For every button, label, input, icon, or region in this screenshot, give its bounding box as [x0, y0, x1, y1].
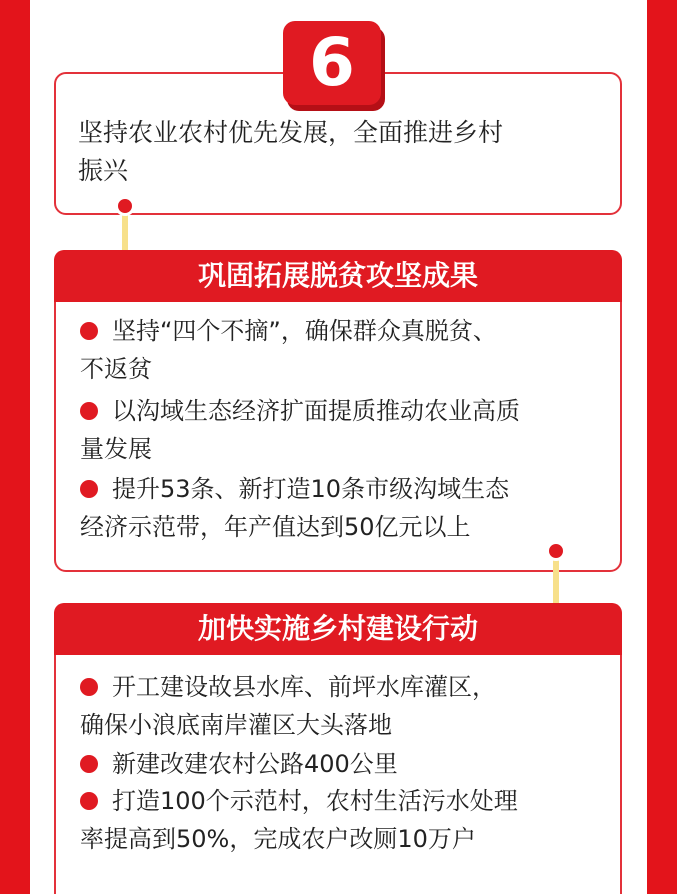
section1-item-1: 坚持“四个不摘”，确保群众真脱贫、 [80, 312, 497, 350]
section1-item-2-cont: 量发展 [80, 435, 152, 463]
bullet-dot [80, 322, 98, 340]
intro-line-2: 振兴 [78, 156, 129, 185]
section1-title: 巩固拓展脱贫攻坚成果 [54, 250, 622, 302]
section1-item-3: 提升53条、新打造10条市级沟域生态 [80, 470, 509, 508]
bullet-dot [80, 755, 98, 773]
section1-item-3-cont: 经济示范带，年产值达到50亿元以上 [80, 513, 471, 541]
section2-item-3: 打造100个示范村，农村生活污水处理 [80, 782, 518, 820]
connector-pin-2 [546, 541, 566, 561]
section2-item-1-cont: 确保小浪底南岸灌区大头落地 [80, 711, 392, 739]
section1-item-2: 以沟域生态经济扩面提质推动农业高质 [80, 392, 520, 430]
bullet-dot [80, 792, 98, 810]
connector-pin-1 [115, 196, 135, 216]
number-badge: 6 [283, 21, 381, 105]
section2-item-1: 开工建设故县水库、前坪水库灌区， [80, 668, 496, 706]
bullet-dot [80, 480, 98, 498]
section2-title: 加快实施乡村建设行动 [54, 603, 622, 655]
intro-line-1: 坚持农业农村优先发展，全面推进乡村 [78, 118, 504, 147]
section2-item-3-cont: 率提高到50%，完成农户改厕10万户 [80, 825, 476, 853]
section2-item-2: 新建改建农村公路400公里 [80, 745, 398, 783]
bullet-dot [80, 402, 98, 420]
bullet-dot [80, 678, 98, 696]
section1-item-1-cont: 不返贫 [80, 355, 152, 383]
